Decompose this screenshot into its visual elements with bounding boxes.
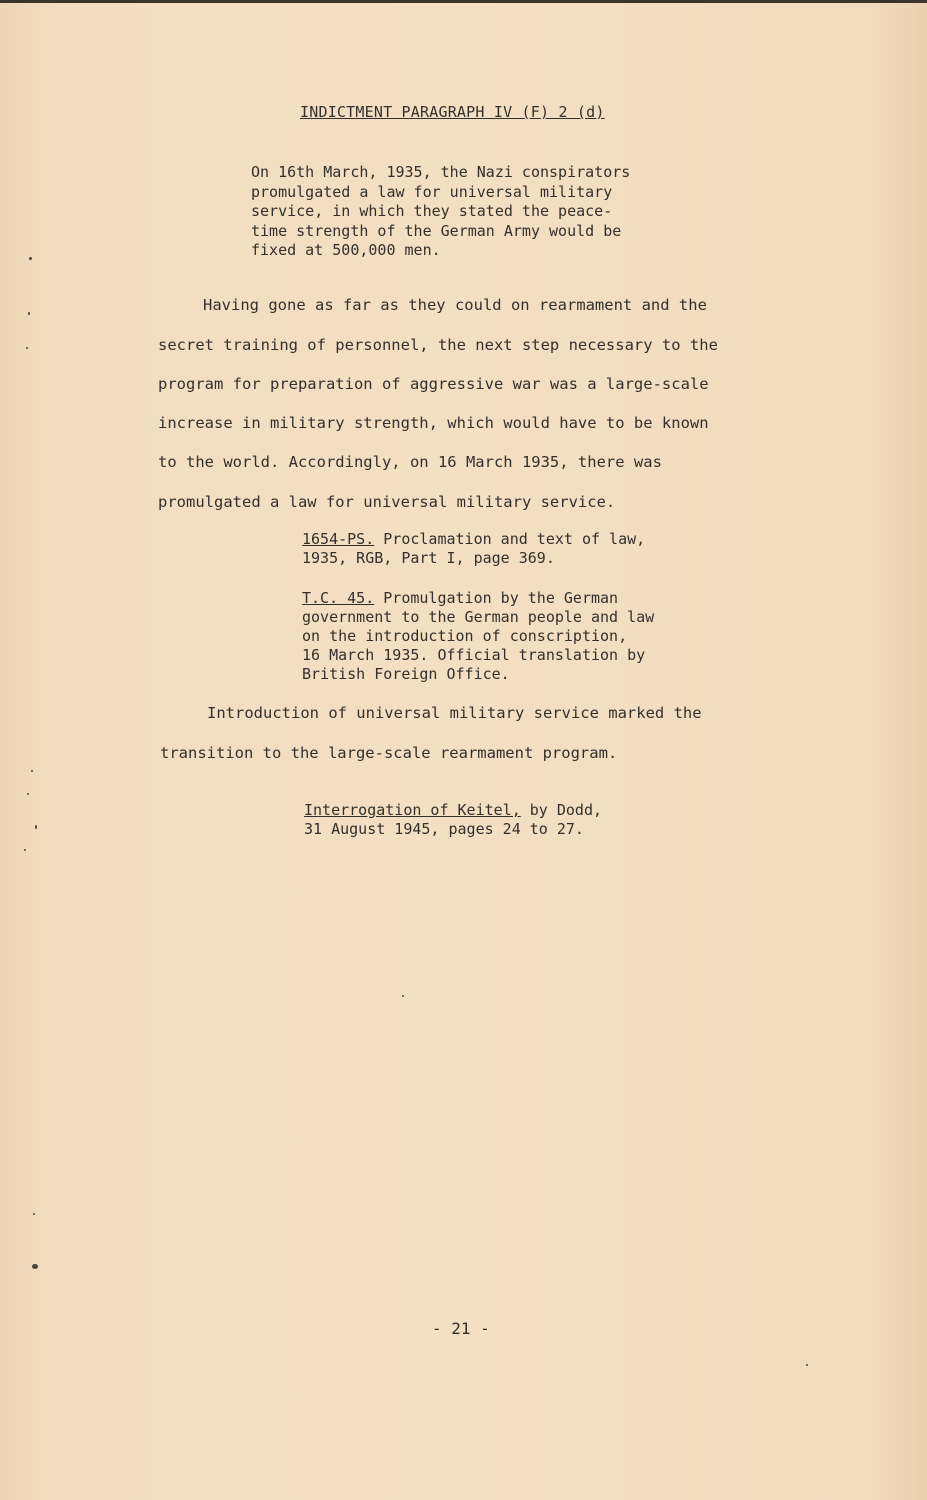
summary-line: On 16th March, 1935, the Nazi conspirators xyxy=(251,163,631,181)
paper-speck xyxy=(35,825,37,829)
reference-text: 16 March 1935. Official translation by xyxy=(302,646,646,664)
summary-block xyxy=(251,163,671,261)
paragraph1-line: promulgated a law for universal military service. xyxy=(158,493,616,511)
summary-line: fixed at 500,000 men. xyxy=(251,241,441,259)
reference-tc-45 xyxy=(302,589,654,684)
summary-line: service, in which they stated the peace- xyxy=(251,202,613,220)
paragraph1-line: to the world. Accordingly, on 16 March 1935, there was xyxy=(158,453,662,471)
reference-text: on the introduction of conscription, xyxy=(302,627,628,645)
paper-speck xyxy=(29,257,32,260)
paragraph1-line: Having gone as far as they could on rearmament and the xyxy=(203,296,707,314)
paper-speck xyxy=(28,312,30,315)
reference-text: government to the German people and law xyxy=(302,608,655,626)
reference-label: Interrogation of Keitel, xyxy=(304,801,521,819)
reference-text: 31 August 1945, pages 24 to 27. xyxy=(304,820,584,838)
paragraph1-line: program for preparation of aggressive war was a large-scale xyxy=(158,375,709,393)
indictment-heading: INDICTMENT PARAGRAPH IV (F) 2 (d) xyxy=(300,103,605,121)
paper-speck xyxy=(32,1264,38,1269)
paper-speck xyxy=(26,347,28,349)
reference-text: Proclamation and text of law, xyxy=(383,530,646,548)
reference-text: British Foreign Office. xyxy=(302,665,510,683)
reference-text: by Dodd, xyxy=(529,801,603,819)
reference-text: Promulgation by the German xyxy=(383,589,619,607)
paragraph1-line: increase in military strength, which would have to be known xyxy=(158,414,709,432)
reference-label: 1654-PS. xyxy=(302,530,375,548)
paper-speck xyxy=(24,849,26,851)
reference-text: 1935, RGB, Part I, page 369. xyxy=(302,549,555,567)
paper-speck xyxy=(27,793,29,795)
paper-speck xyxy=(806,1364,808,1366)
summary-line: time strength of the German Army would be xyxy=(251,221,622,240)
paper-speck xyxy=(402,995,404,997)
paragraph1-line: secret training of personnel, the next step necessary to the xyxy=(158,336,718,354)
page-top-edge xyxy=(0,0,927,3)
reference-1654-ps xyxy=(302,530,645,568)
page-number: - 21 - xyxy=(432,1319,490,1338)
paper-speck xyxy=(33,1213,35,1215)
summary-line: promulgated a law for universal military xyxy=(251,182,613,201)
reference-keitel-interrogation xyxy=(304,801,602,839)
paragraph2-line: Introduction of universal military service marked the xyxy=(207,704,702,722)
reference-label: T.C. 45. xyxy=(302,589,375,607)
paragraph2-line: transition to the large-scale rearmament program. xyxy=(160,744,618,762)
paper-speck xyxy=(31,770,33,772)
